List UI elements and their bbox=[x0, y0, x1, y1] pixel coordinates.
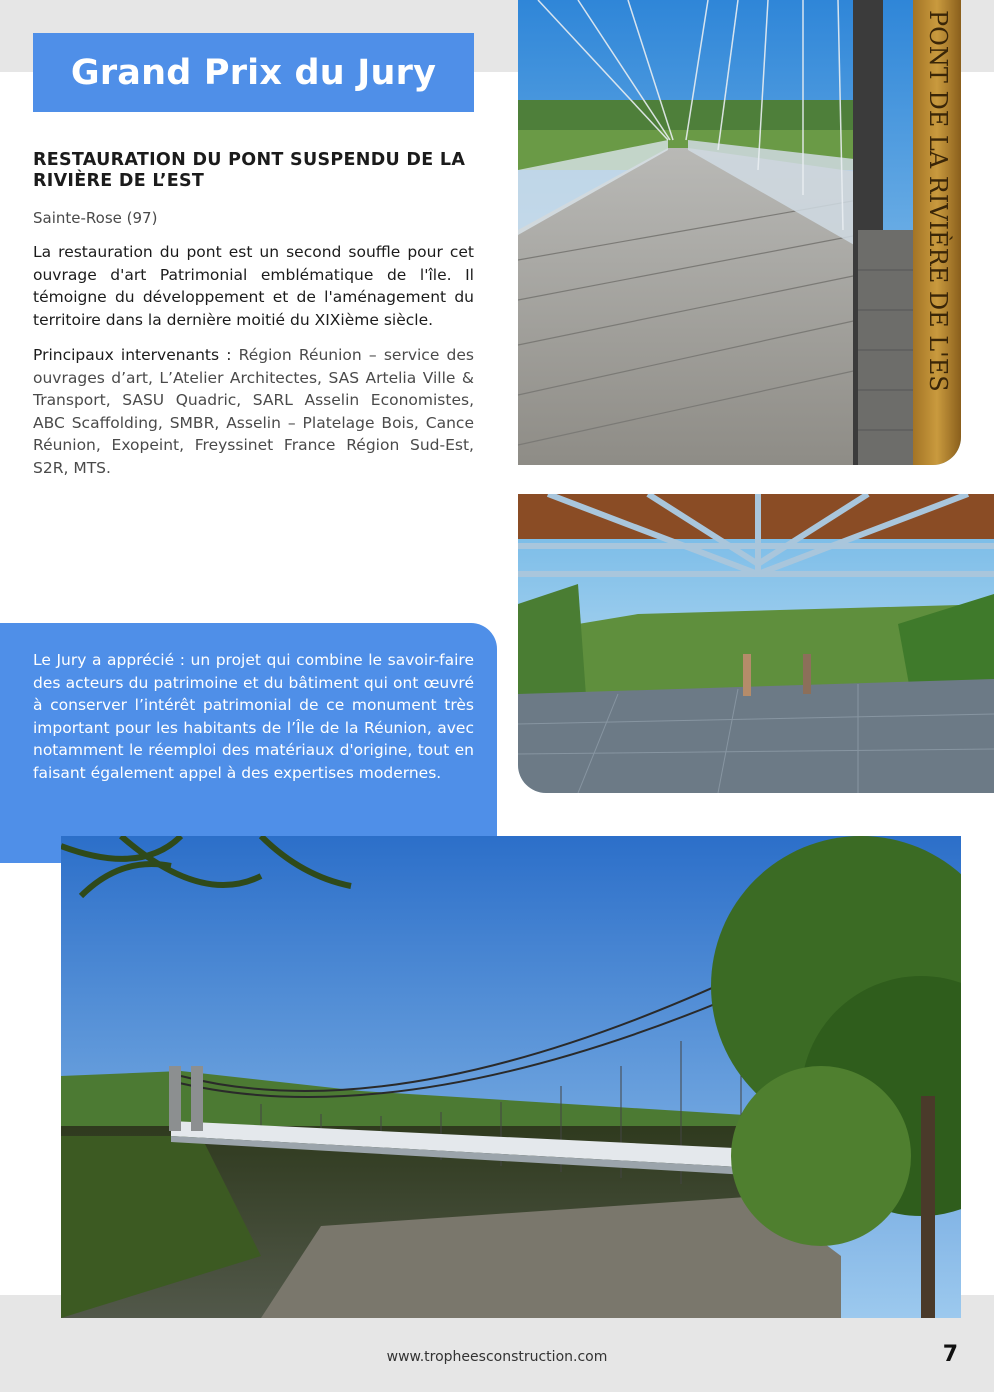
footer-url: www.tropheesconstruction.com bbox=[386, 1349, 608, 1365]
page-number: 7 bbox=[942, 1342, 958, 1367]
jury-text: Le Jury a apprécié : un projet qui combine le savoir-faire des acteurs du patrimoine et du bâtiment qui ont œuvré à conserver l’intérêt patrimonial de ce monument très important pour les habitants de l’Île de la Réunion, avec notamment le réemploi des matériaux d'origine, tout en faisant également appel à des expertises modernes. bbox=[33, 651, 474, 782]
project-description: La restauration du pont est un second souffle pour cet ouvrage d'art Patrimonial emblématique de l'île. Il témoigne du développement et de l'aménagement du territoire dans la dernière moitié du XIXième siècle. bbox=[33, 243, 474, 329]
actors-list: Région Réunion – service des ouvrages d’art, L’Atelier Architectes, SAS Artelia Ville & Transport, SASU Quadric, SARL Asselin Economistes, ABC Scaffolding, SMBR, Asselin – Platelage Bois, Cance Réunion, Exopeint, Freyssinet France Région Sud-Est, S2R, MTS. bbox=[33, 346, 474, 477]
bridge-panorama-photo bbox=[61, 836, 961, 1318]
title-banner bbox=[33, 33, 474, 112]
bridge-deck-photo bbox=[518, 0, 961, 465]
project-location: Sainte-Rose (97) bbox=[33, 209, 158, 227]
page-title: Grand Prix du Jury bbox=[70, 52, 437, 93]
project-info bbox=[33, 150, 474, 479]
bridge-underside-photo bbox=[518, 494, 994, 793]
plaque-text: PONT DE LA RIVIÈRE DE L'ES bbox=[924, 10, 952, 392]
project-title: RESTAURATION DU PONT SUSPENDU DE LA RIVIÈRE DE L’EST bbox=[33, 150, 466, 191]
project-actors bbox=[33, 344, 474, 479]
actors-label: Principaux intervenants : bbox=[33, 346, 232, 364]
